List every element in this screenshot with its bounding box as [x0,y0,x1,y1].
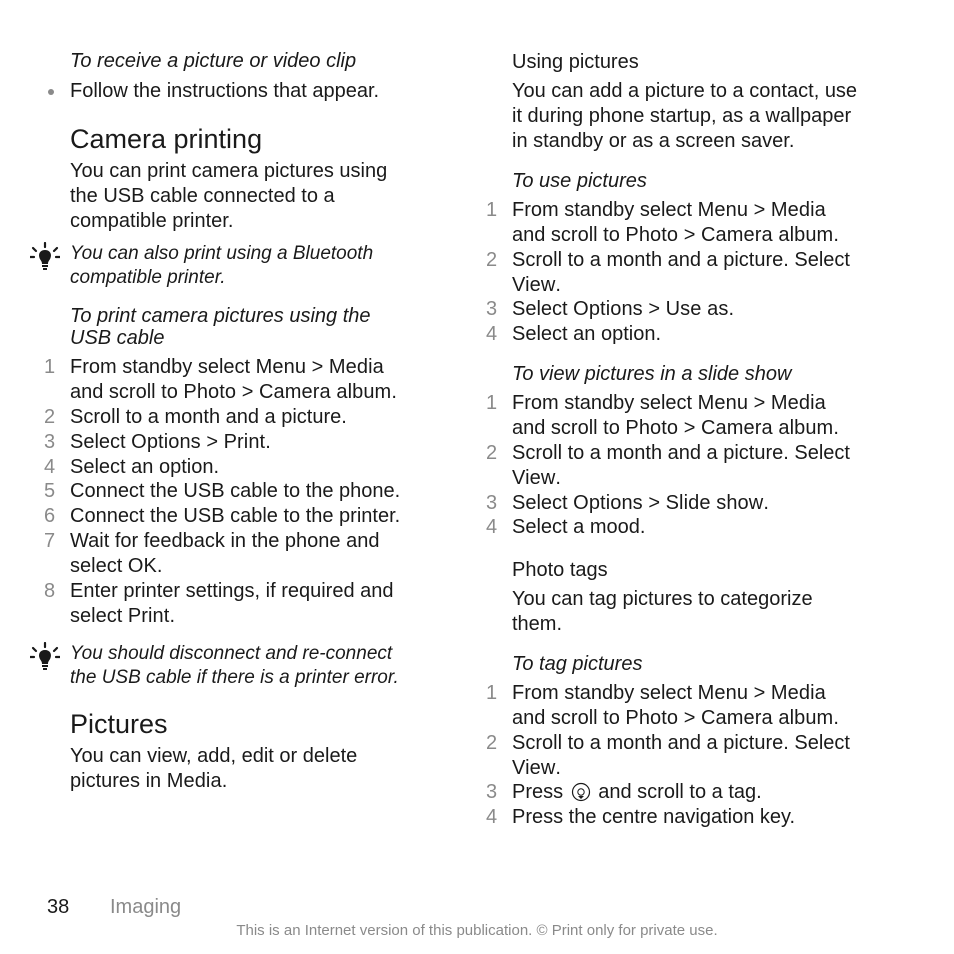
step-item: 4 Select an option. [44,456,219,478]
using-pictures-body-line: it during phone startup, as a wallpaper [512,105,852,127]
step-item: 3 Select Options > Use as. [486,298,735,320]
print-procedure-heading: USB cable [70,327,165,349]
navigation-down-key-icon [571,782,591,802]
step-item: 4 Select a mood. [486,516,646,538]
use-pictures-heading: To use pictures [512,170,647,192]
step-item: 1 From standby select Menu > Media and scroll to Photo > Camera album. [486,682,839,729]
camera-printing-body-line: You can print camera pictures using [70,160,388,182]
step-item: 1 From standby select Menu > Media and scroll to Photo > Camera album. [486,199,839,246]
step-item: 3 Press and scroll to a tag. [486,781,762,803]
photo-tags-body-line: them. [512,613,563,635]
step-item: 1 From standby select Menu > Media and scroll to Photo > Camera album. [44,356,397,403]
step-item: 5 Connect the USB cable to the phone. [44,480,401,502]
step-item: 2 Scroll to a month and a picture. Select View. [486,249,850,296]
camera-printing-body-line: compatible printer. [70,210,234,232]
using-pictures-heading: Using pictures [512,51,639,73]
tag-pictures-heading: To tag pictures [512,653,643,675]
step-item: 7 Wait for feedback in the phone and select OK. [44,530,380,577]
step-item: 8 Enter printer settings, if required and select Print. [44,580,394,627]
using-pictures-body-line: You can add a picture to a contact, use [512,80,858,102]
bullet-icon [48,89,54,95]
lightbulb-tip-icon [30,242,60,272]
step-item: 2 Scroll to a month and a picture. Select View. [486,732,850,779]
receive-picture-heading: To receive a picture or video clip [70,50,357,72]
pictures-heading: Pictures [70,709,168,739]
pictures-body-line: pictures in Media. [70,770,228,792]
bluetooth-tip-line: compatible printer. [70,267,226,288]
step-item: 6 Connect the USB cable to the printer. [44,505,401,527]
step-item: 3 Select Options > Print. [44,431,271,453]
photo-tags-heading: Photo tags [512,559,608,581]
page-number: 38 [47,896,70,918]
bluetooth-tip-line: You can also print using a Bluetooth [70,243,374,264]
lightbulb-tip-icon [30,642,60,672]
camera-printing-heading: Camera printing [70,124,263,154]
step-item: 3 Select Options > Slide show. [486,492,769,514]
section-name: Imaging [110,896,182,918]
slide-show-heading: To view pictures in a slide show [512,363,792,385]
reconnect-tip-line: You should disconnect and re-connect [70,643,393,664]
print-procedure-heading: To print camera pictures using the [70,305,371,327]
footer-disclaimer: This is an Internet version of this publication. © Print only for private use. [236,922,718,939]
photo-tags-body-line: You can tag pictures to categorize [512,588,813,610]
step-item: 2 Scroll to a month and a picture. [44,406,347,428]
using-pictures-body-line: in standby or as a screen saver. [512,130,795,152]
pictures-body-line: You can view, add, edit or delete [70,745,358,767]
camera-printing-body-line: the USB cable connected to a [70,185,335,207]
receive-bullet-item: Follow the instructions that appear. [70,79,379,104]
step-item: 4 Press the centre navigation key. [486,806,796,828]
reconnect-tip-line: the USB cable if there is a printer error. [70,667,399,688]
step-item: 1 From standby select Menu > Media and scroll to Photo > Camera album. [486,392,839,439]
step-item: 4 Select an option. [486,323,661,345]
step-item: 2 Scroll to a month and a picture. Select View. [486,442,850,489]
